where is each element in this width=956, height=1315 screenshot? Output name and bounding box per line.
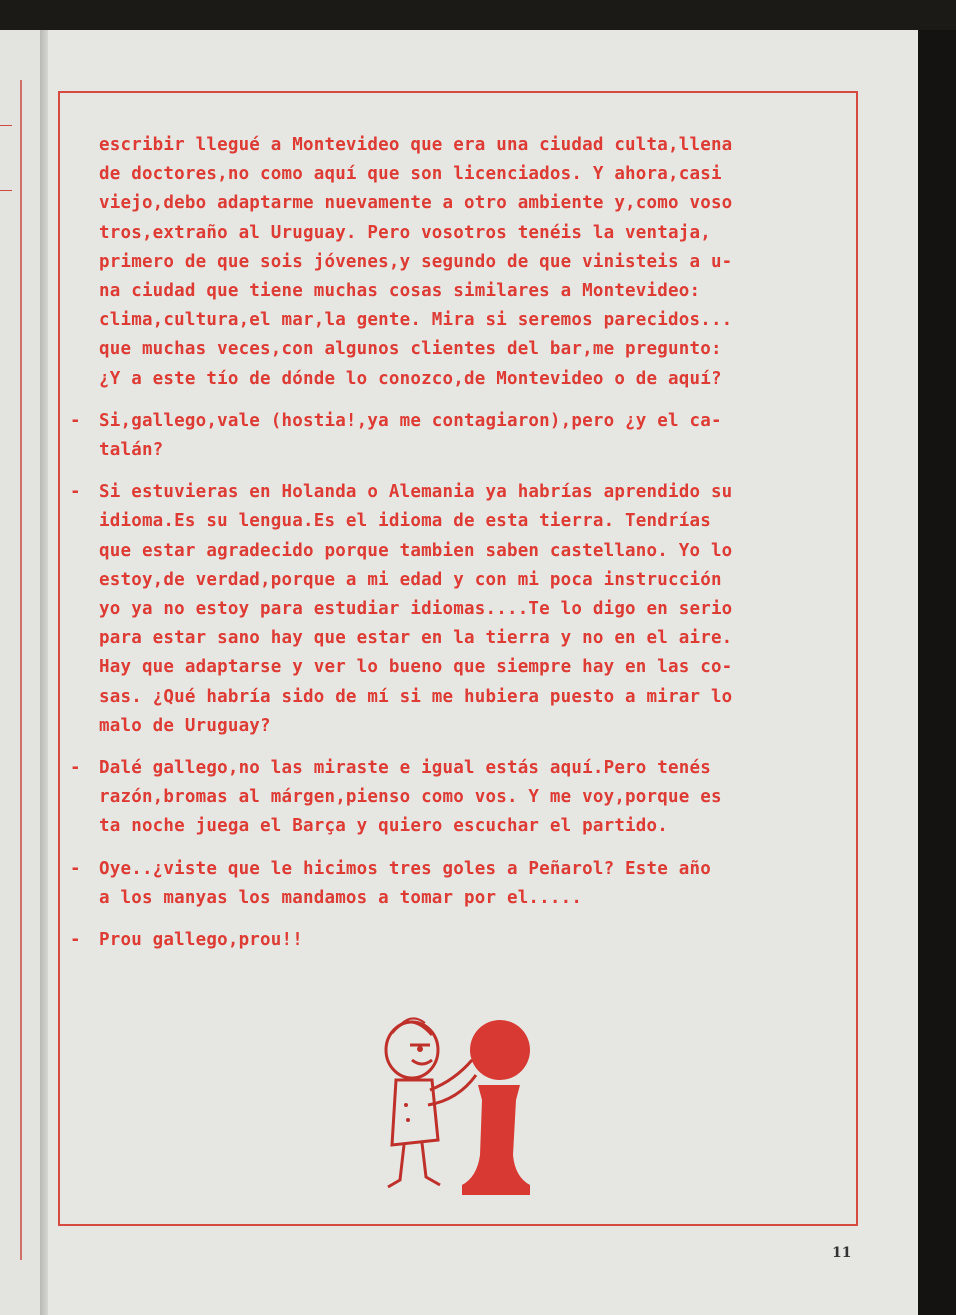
text-line: na ciudad que tiene muchas cosas similares a Montevideo: (99, 281, 701, 302)
text-line: que muchas veces,con algunos clientes del bar,me pregunto: (99, 339, 722, 360)
text-line: sas. ¿Qué habría sido de mí si me hubiera puesto a mirar lo (99, 686, 733, 707)
page-text (70, 131, 860, 955)
text-line: talán? (99, 440, 164, 461)
dialogue-paragraph (70, 855, 860, 913)
dialogue-dash: - (70, 930, 81, 951)
text-line: escribir llegué a Montevideo que era una ciudad culta,llena (99, 135, 733, 155)
text-line: ¿Y a este tío de dónde lo conozco,de Montevideo o de aquí? (99, 368, 722, 389)
dialogue-dash: - (70, 758, 81, 779)
text-line: ta noche juega el Barça y quiero escuchar el partido. (99, 816, 669, 837)
text-line: primero de que sois jóvenes,y segundo de que vinisteis a u- (99, 251, 733, 272)
background-edge (918, 30, 956, 1315)
paragraph (70, 131, 860, 394)
text-line: Prou gallego,prou!! (99, 930, 303, 951)
dialogue-paragraph (70, 407, 860, 465)
text-line: estoy,de verdad,porque a mi edad y con mi poca instrucción (99, 569, 722, 590)
dialogue-dash: - (70, 858, 81, 879)
left-page-fragment (0, 190, 12, 191)
left-page-edge (0, 30, 42, 1315)
dialogue-dash: - (70, 482, 81, 503)
dialogue-paragraph (70, 478, 860, 741)
text-line: a los manyas los mandamos a tomar por el..... (99, 887, 583, 908)
text-line: viejo,debo adaptarme nuevamente a otro ambiente y,como voso (99, 193, 733, 214)
dialogue-paragraph (70, 926, 860, 955)
text-line: tros,extraño al Uruguay. Pero vosotros tenéis la ventaja, (99, 222, 711, 243)
text-line: Hay que adaptarse y ver lo bueno que siempre hay en las co- (99, 657, 733, 678)
dialogue-paragraph (70, 754, 860, 842)
text-line: para estar sano hay que estar en la tierra y no en el aire. (99, 628, 733, 649)
character-with-letter-i-icon (370, 1005, 530, 1200)
text-line: malo de Uruguay? (99, 715, 271, 736)
text-line: yo ya no estoy para estudiar idiomas....Te lo digo en serio (99, 599, 733, 620)
text-line: Oye..¿viste que le hicimos tres goles a Peñarol? Este año (99, 858, 711, 879)
text-line: clima,cultura,el mar,la gente. Mira si seremos parecidos... (99, 310, 733, 331)
left-page-border (20, 80, 22, 1260)
page-number: 11 (832, 1245, 852, 1261)
text-line: de doctores,no como aquí que son licenciados. Y ahora,casi (99, 164, 722, 185)
text-line: Dalé gallego,no las miraste e igual estás aquí.Pero tenés (99, 758, 711, 779)
text-line: Si,gallego,vale (hostia!,ya me contagiaron),pero ¿y el ca- (99, 410, 722, 431)
dialogue-dash: - (70, 410, 81, 431)
text-line: Si estuvieras en Holanda o Alemania ya habrías aprendido su (99, 482, 733, 503)
text-line: idioma.Es su lengua.Es el idioma de esta tierra. Tendrías (99, 511, 711, 532)
left-page-fragment (0, 125, 12, 126)
text-line: que estar agradecido porque tambien saben castellano. Yo lo (99, 540, 733, 561)
text-line: razón,bromas al márgen,pienso como vos. Y me voy,porque es (99, 787, 722, 808)
